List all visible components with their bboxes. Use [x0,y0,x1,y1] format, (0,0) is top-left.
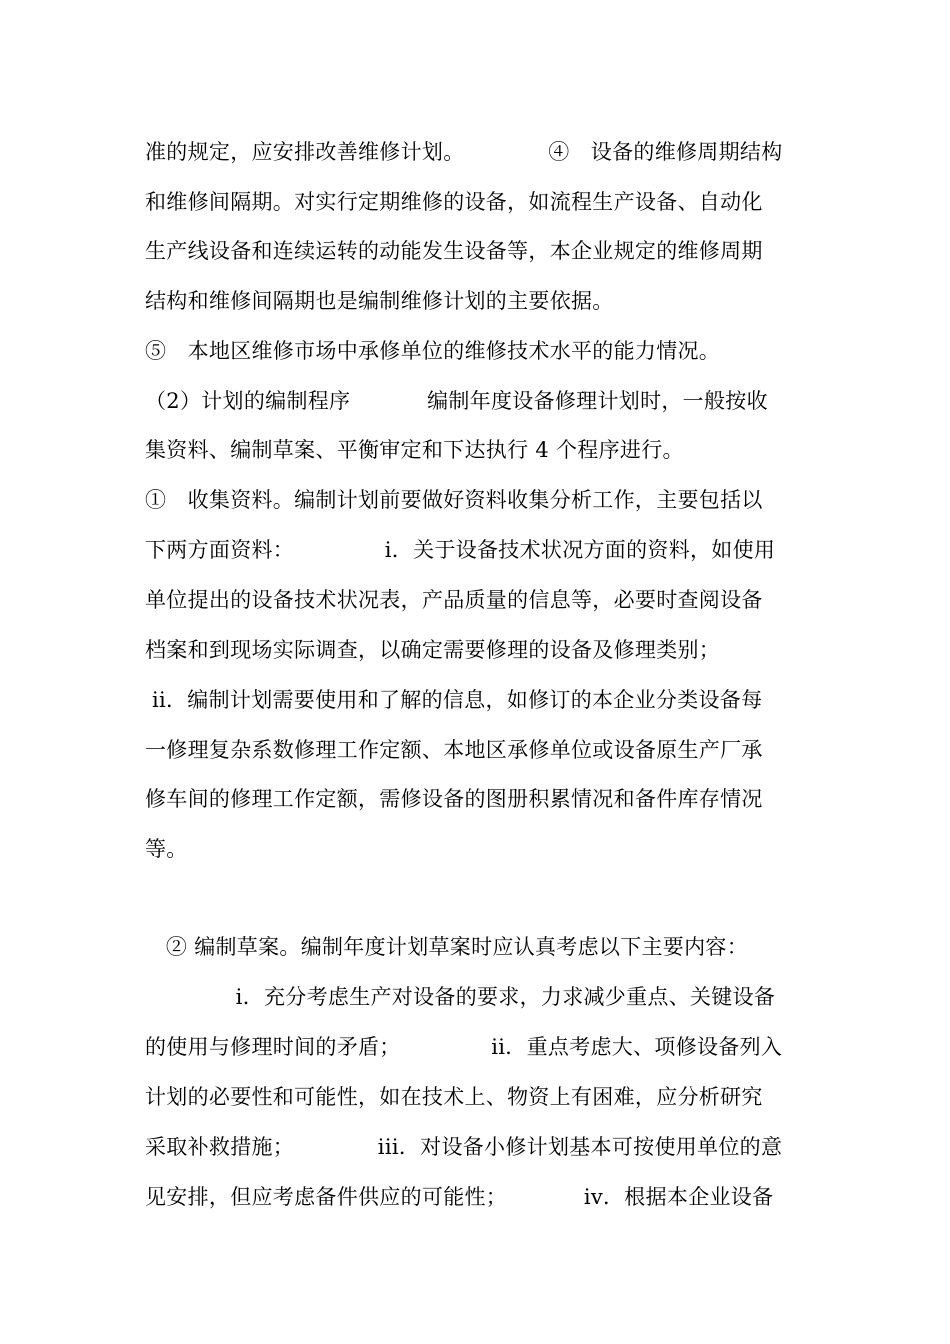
text-line: 生产线设备和连续运转的动能发生设备等，本企业规定的维修周期 [145,239,763,263]
text-line: 下两方面资料： i．关于设备技术状况方面的资料，如使用 [145,538,776,562]
text-line: ① 收集资料。编制计划前要做好资料收集分析工作，主要包括以 [145,488,763,512]
text-line: 单位提出的设备技术状况表，产品质量的信息等，必要时查阅设备 [145,588,763,612]
text-line: 采取补救措施； iii．对设备小修计划基本可按使用单位的意 [145,1135,783,1159]
text-line: 结构和维修间隔期也是编制维修计划的主要依据。 [145,289,614,313]
text-line: 集资料、编制草案、平衡审定和下达执行 4 个程序进行。 [145,438,684,462]
text-line: 等。 [145,837,188,861]
text-line: 计划的必要性和可能性，如在技术上、物资上有困难，应分析研究 [145,1085,763,1109]
text-line: 一修理复杂系数修理工作定额、本地区承修单位或设备原生产厂承 [145,738,763,762]
text-line: 和维修间隔期。对实行定期维修的设备，如流程生产设备、自动化 [145,190,763,214]
text-line: 档案和到现场实际调查，以确定需要修理的设备及修理类别； [145,638,721,662]
text-line: 见安排，但应考虑备件供应的可能性； iv．根据本企业设备 [145,1185,774,1209]
section-heading-line: （2）计划的编制程序 编制年度设备修理计划时，一般按收 [145,389,768,413]
text-line: 准的规定，应安排改善维修计划。 ④ 设备的维修周期结构 [145,140,783,164]
text-line: i．充分考虑生产对设备的要求，力求减少重点、关键设备 [145,985,776,1009]
text-line: 的使用与修理时间的矛盾； ii．重点考虑大、项修设备列入 [145,1035,783,1059]
text-line: ii．编制计划需要使用和了解的信息，如修订的本企业分类设备每 [145,688,763,712]
text-line: ⑤ 本地区维修市场中承修单位的维修技术水平的能力情况。 [145,339,721,363]
text-line: ② 编制草案。编制年度计划草案时应认真考虑以下主要内容： [145,935,748,959]
text-line: 修车间的修理工作定额，需修设备的图册积累情况和备件库存情况 [145,787,763,811]
